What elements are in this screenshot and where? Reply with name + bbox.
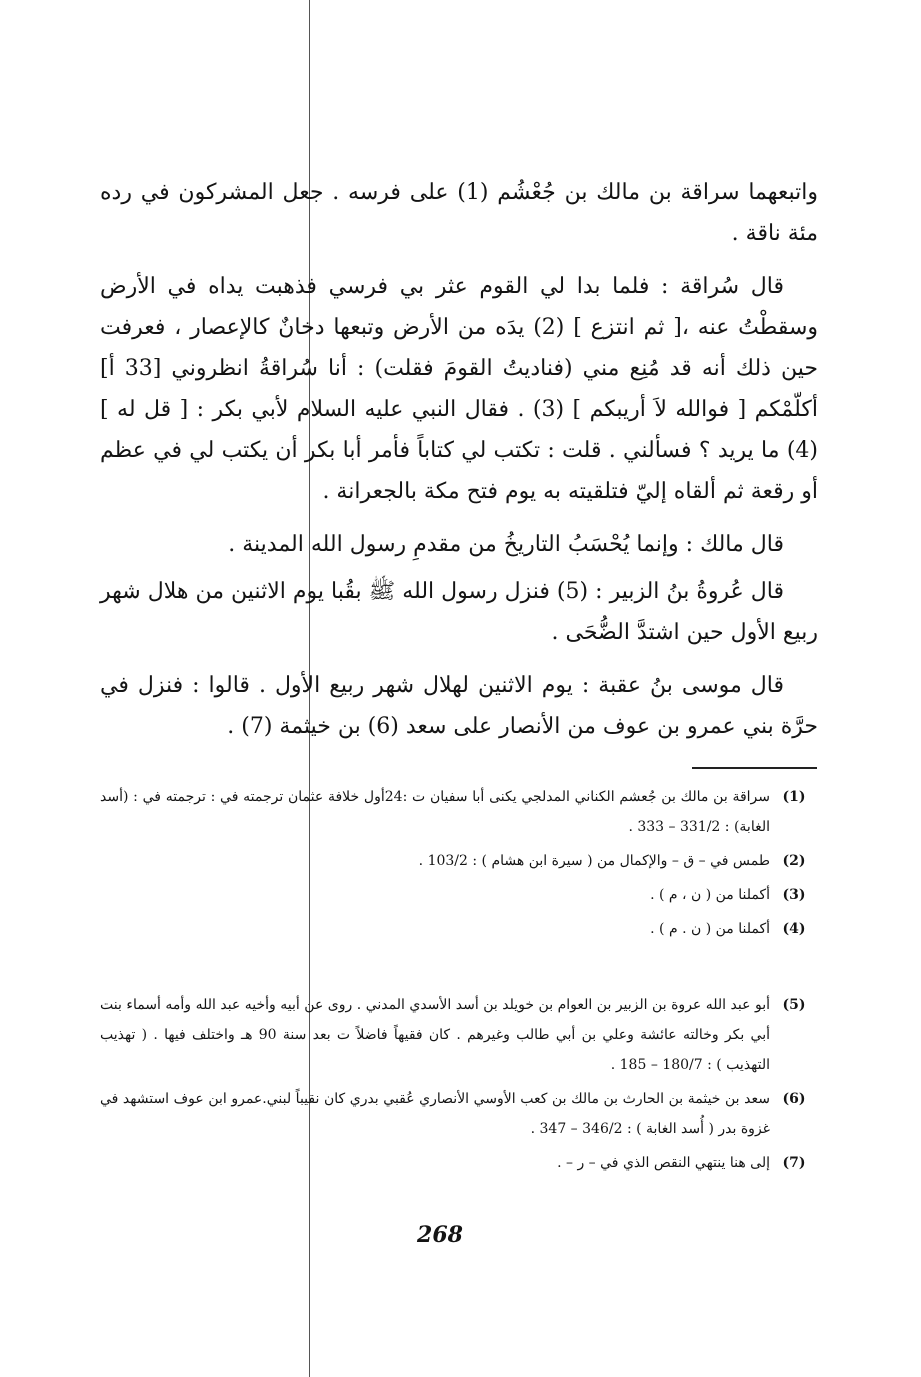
footnote-number: (7) [782,1155,806,1171]
paragraph-1: واتبعهما سراقة بن مالك بن جُعْشُم (1) على فرسه . جعل المشركون في رده مئة ناقة . [100,180,818,246]
footnote [100,1148,818,1178]
footnote-text: سعد بن خيثمة بن الحارث بن مالك بن كعب الأوسي الأنصاري عُقبي بدري كان نقيباً لبني.عمرو ابن عوف استشهد في غزوة بدر ( أُسد الغابة ) : 346/2 – 347 . [100,1091,770,1137]
footnote-text: سراقة بن مالك بن جُعشم الكناني المدلجي يكنى أبا سفيان ت :24أول خلافة عثمان ترجمته في : ترجمته في : (أسد الغابة) : 331/2 – 333 . [100,789,770,835]
footnote-number: (1) [782,789,806,805]
footnote-text: إلى هنا ينتهي النقص الذي في – ر – . [557,1155,770,1171]
footnote [100,914,818,944]
footnote-text: أكملنا من ( ن ، م ) . [650,887,770,903]
paragraph-3: قال مالك : وإنما يُحْسَبُ التاريخُ من مقدمِ رسول الله المدينة . [228,532,784,557]
footnote-text: طمس في – ق – والإكمال من ( سيرة ابن هشام ) : 103/2 . [418,853,770,869]
footnote-number: (3) [782,887,806,903]
footnote-text: أبو عبد الله عروة بن الزبير بن العوام بن خويلد بن أسد الأسدي المدني . روى عن أبيه وأخيه عبد الله وأمه أسماء بنت أبي بكر وخالته عائشة وعلي بن أبي طالب وغيرهم . كان فقيهاً فاضلاً ت بعد سنة 90 هـ واختلف فيها . ( تهذيب التهذيب ) : 180/7 – 185 . [100,997,770,1073]
footnote-separator [692,767,817,769]
footnote [100,880,818,910]
footnote [100,1084,818,1144]
footnote-number: (6) [782,1091,806,1107]
page-number: 268 [417,1222,463,1248]
main-text [100,172,818,759]
footnote [100,782,818,842]
paragraph-5: قال موسى بنُ عقبة : يوم الاثنين لهلال شهر ربيع الأول . قالوا : فنزل في حرَّة بني عمرو بن عوف من الأنصار على سعد (6) بن خيثمة (7) . [100,673,818,739]
footnote-text: أكملنا من ( ن . م ) . [650,921,770,937]
footnote [100,846,818,876]
footnote-number: (5) [782,997,806,1013]
footnotes-group-2 [100,990,818,1182]
footnote [100,990,818,1080]
footnotes-group-1 [100,782,818,948]
footnote-number: (4) [782,921,806,937]
paragraph-2: قال سُراقة : فلما بدا لي القوم عثر بي فرسي فذهبت يداه في الأرض وسقطْتُ عنه ،[ ثم انتزع ] (2) يدَه من الأرض وتبعها دخانٌ كالإعصار ، فعرفت حين ذلك أنه قد مُنِع مني (فناديتُ القومَ فقلت) : أنا سُراقةُ انظروني [33 أ] أكلّمْكم [ فوالله لاَ أريبكم ] (3) . فقال النبي عليه السلام لأبي بكر : [ قل له ] (4) ما يريد ؟ فسألني . قلت : تكتب لي كتاباً فأمر أبا بكر أن يكتب لي في عظم أو رقعة ثم ألقاه إليّ فتلقيته به يوم فتح مكة بالجعرانة . [100,274,819,504]
footnote-number: (2) [782,853,806,869]
paragraph-4: قال عُروةُ بنُ الزبير : (5) فنزل رسول الله ﷺ بقُبا يوم الاثنين من هلال شهر ربيع الأول حين اشتدَّ الضُّحَى . [100,579,818,645]
